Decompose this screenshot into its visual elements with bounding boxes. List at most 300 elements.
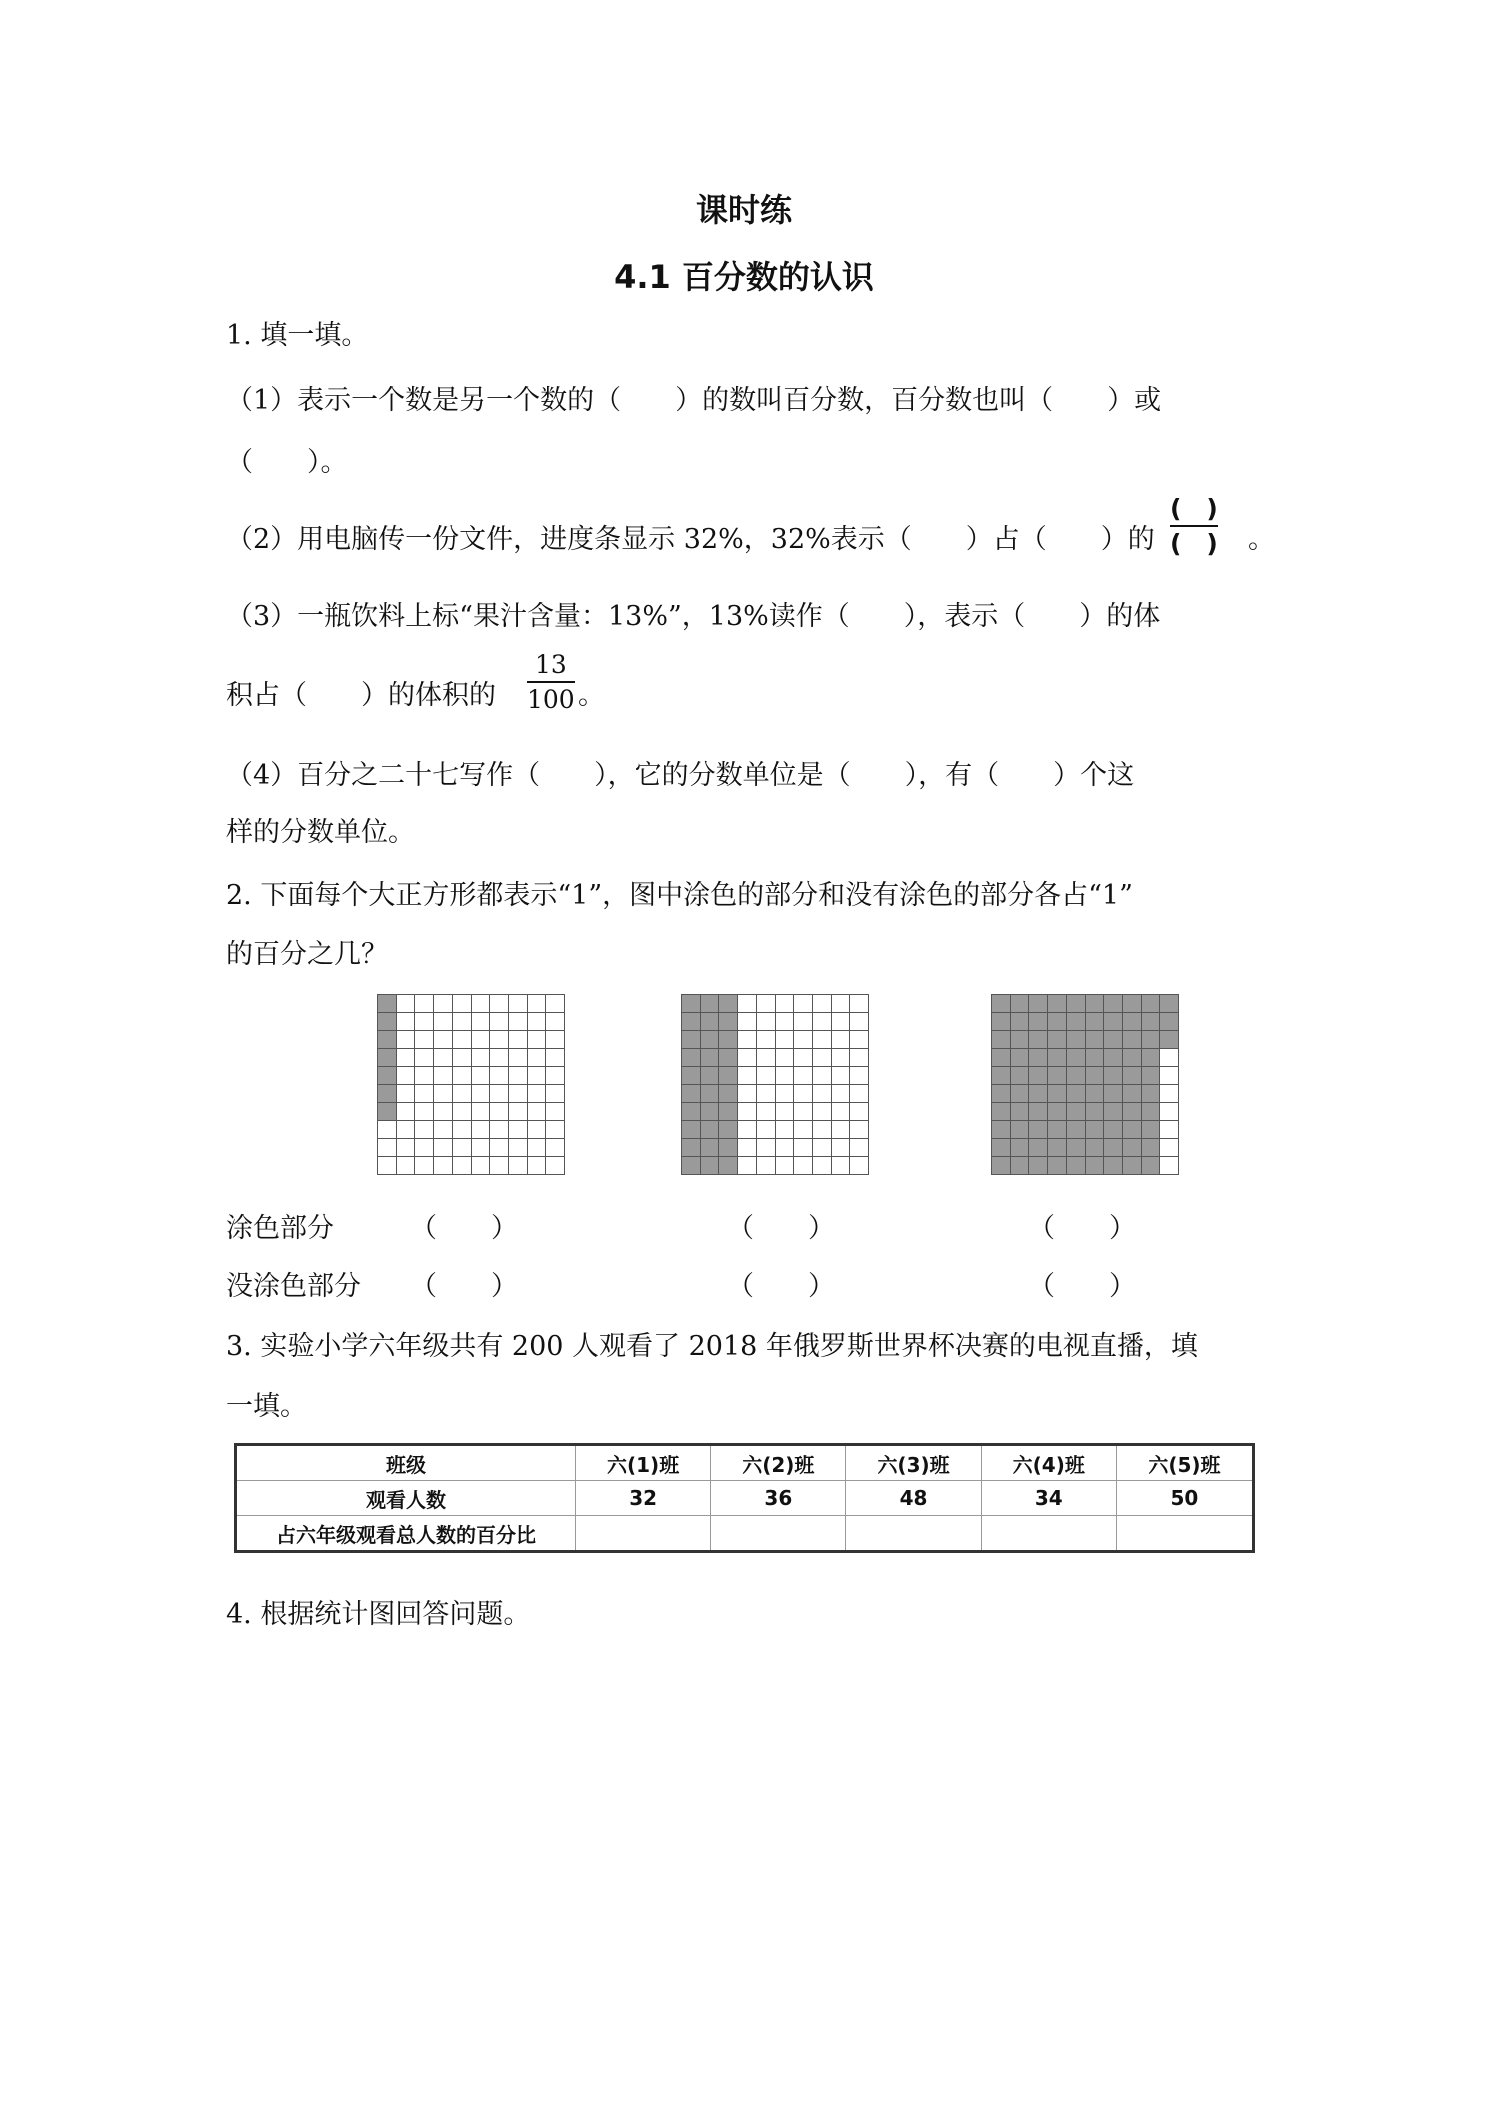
grid-cell [813, 1085, 832, 1103]
shaded-blank-2: （ ） [727, 1213, 835, 1244]
grid-cell [490, 1121, 509, 1139]
grid-cell-shaded [1048, 1013, 1067, 1031]
unshaded-blank-1: （ ） [410, 1271, 518, 1302]
grid-cell [776, 1157, 795, 1175]
grid-cell-shaded [719, 1031, 738, 1049]
grid-cell [453, 1139, 472, 1157]
grid-cell [813, 1049, 832, 1067]
grid-cell [850, 1157, 869, 1175]
grid-cell-shaded [992, 1157, 1011, 1175]
row-header: 占六年级观看总人数的百分比 [236, 1516, 576, 1552]
grid-cell-shaded [1011, 1103, 1030, 1121]
grid-cell-shaded [1029, 1085, 1048, 1103]
grid-cell [813, 1031, 832, 1049]
q1-part3-fraction [527, 652, 575, 712]
grid-cell [472, 1085, 491, 1103]
grid-cell-shaded [682, 1157, 701, 1175]
q1-part3-end: 。 [578, 680, 605, 711]
grid-cell-shaded [1029, 1049, 1048, 1067]
grid-cell [832, 1013, 851, 1031]
percent-answer-cell[interactable] [846, 1516, 981, 1552]
q3-line1: 3. 实验小学六年级共有 200 人观看了 2018 年俄罗斯世界杯决赛的电视直播，填 [226, 1331, 1198, 1362]
grid-cell-shaded [1086, 1031, 1105, 1049]
grid-cell [472, 1013, 491, 1031]
grid-cell-shaded [378, 1067, 397, 1085]
fraction-denominator: ( ) [1170, 529, 1218, 558]
grid-cell [397, 1157, 416, 1175]
grid-cell [738, 1121, 757, 1139]
grid-cell-shaded [1067, 1085, 1086, 1103]
q1-part4-line1: （4）百分之二十七写作（ ），它的分数单位是（ ），有（ ）个这 [226, 760, 1135, 791]
shaded-blank-1: （ ） [410, 1213, 518, 1244]
fraction-numerator: ( ) [1170, 494, 1218, 523]
q1-part2-fraction [1170, 496, 1218, 556]
grid-cell-shaded [1104, 1085, 1123, 1103]
grid-cell-shaded [682, 1121, 701, 1139]
count-cell: 34 [981, 1481, 1116, 1516]
grid-cell-shaded [378, 995, 397, 1013]
grid-cell-shaded [1029, 1157, 1048, 1175]
grid-cell [794, 1103, 813, 1121]
grid-cell-shaded [701, 1103, 720, 1121]
grid-cell-shaded [1123, 1067, 1142, 1085]
grid-cell-shaded [1048, 1157, 1067, 1175]
grid-cell [453, 1121, 472, 1139]
grid-cell [397, 1067, 416, 1085]
grid-cell-shaded [1048, 995, 1067, 1013]
grid-cell [528, 1031, 547, 1049]
grid-cell-shaded [719, 1085, 738, 1103]
table-row [236, 1516, 1254, 1552]
grid-cell-shaded [1029, 995, 1048, 1013]
grid-cell-shaded [682, 1085, 701, 1103]
unshaded-label: 没涂色部分 [226, 1271, 361, 1302]
shaded-blank-3: （ ） [1028, 1213, 1136, 1244]
grid-cell [813, 1139, 832, 1157]
grid-cell-shaded [992, 1067, 1011, 1085]
grid-cell [850, 1085, 869, 1103]
grid-cell [738, 995, 757, 1013]
grid-cell [397, 1121, 416, 1139]
grid-cell [813, 1103, 832, 1121]
grid-cell-shaded [1086, 1157, 1105, 1175]
grid-cell-shaded [1067, 1067, 1086, 1085]
grid-cell-shaded [1123, 1049, 1142, 1067]
grid-cell-shaded [1086, 1013, 1105, 1031]
grid-cell-shaded [992, 995, 1011, 1013]
grid-cell [490, 1067, 509, 1085]
grid-cell [832, 1139, 851, 1157]
grid-cell-shaded [1123, 1085, 1142, 1103]
q1-part2-text: （2）用电脑传一份文件，进度条显示 32%，32%表示（ ）占（ ）的 [226, 524, 1155, 555]
grid-cell-shaded [1048, 1085, 1067, 1103]
grid-cell-shaded [1086, 1121, 1105, 1139]
grid-cell [528, 995, 547, 1013]
grid-cell [738, 1013, 757, 1031]
grid-cell [509, 1157, 528, 1175]
grid-cell [757, 1157, 776, 1175]
grid-cell [397, 1013, 416, 1031]
class-header: 六(3)班 [846, 1445, 981, 1481]
shaded-label: 涂色部分 [226, 1213, 334, 1244]
grid-cell [490, 995, 509, 1013]
grid-cell-shaded [1123, 1103, 1142, 1121]
grid-cell-shaded [378, 1085, 397, 1103]
grid-cell-shaded [992, 1013, 1011, 1031]
percent-answer-cell[interactable] [711, 1516, 846, 1552]
q4-heading: 4. 根据统计图回答问题。 [226, 1599, 531, 1630]
grid-cell-shaded [719, 1103, 738, 1121]
grid-cell-shaded [1011, 1121, 1030, 1139]
q1-part3-line1: （3）一瓶饮料上标“果汁含量：13%”，13%读作（ ），表示（ ）的体 [226, 601, 1161, 632]
grid-cell-shaded [1104, 1121, 1123, 1139]
grid-cell-shaded [992, 1085, 1011, 1103]
grid-cell-shaded [1142, 1049, 1161, 1067]
grid-cell-shaded [1104, 995, 1123, 1013]
grid-cell-shaded [1086, 995, 1105, 1013]
grid-cell-shaded [1086, 1139, 1105, 1157]
grid-cell [813, 995, 832, 1013]
grid-cell [397, 1049, 416, 1067]
grid-cell [415, 1103, 434, 1121]
grid-cell-shaded [1029, 1121, 1048, 1139]
grid-cell-shaded [701, 1049, 720, 1067]
grid-cell [415, 1031, 434, 1049]
hundred-grid-3 [991, 994, 1179, 1175]
grid-cell-shaded [1011, 1067, 1030, 1085]
fraction-numerator: 13 [534, 650, 567, 679]
grid-cell-shaded [1123, 1013, 1142, 1031]
grid-cell-shaded [1104, 1031, 1123, 1049]
grid-cell-shaded [1123, 1139, 1142, 1157]
grid-cell [490, 1139, 509, 1157]
table-row [236, 1445, 1254, 1481]
grid-cell [397, 1085, 416, 1103]
grid-cell-shaded [1142, 1013, 1161, 1031]
hundred-grid-1 [377, 994, 565, 1175]
grid-cell [434, 1103, 453, 1121]
grid-cell-shaded [1048, 1103, 1067, 1121]
grid-cell-shaded [1029, 1139, 1048, 1157]
grid-cell-shaded [1048, 1031, 1067, 1049]
grid-cell [490, 1157, 509, 1175]
grid-cell [850, 1049, 869, 1067]
grid-cell [434, 1067, 453, 1085]
grid-cell-shaded [1011, 1157, 1030, 1175]
count-cell: 48 [846, 1481, 981, 1516]
table-row [236, 1481, 1254, 1516]
grid-cell [757, 995, 776, 1013]
grid-cell [472, 1031, 491, 1049]
grid-cell [509, 1049, 528, 1067]
grid-cell [738, 1157, 757, 1175]
grid-cell [509, 995, 528, 1013]
unshaded-blank-3: （ ） [1028, 1271, 1136, 1302]
grid-cell [1160, 1103, 1179, 1121]
grid-cell-shaded [992, 1031, 1011, 1049]
grid-cell [850, 1031, 869, 1049]
grid-cell-shaded [1067, 1121, 1086, 1139]
grid-cell [776, 1031, 795, 1049]
grid-cell [794, 1049, 813, 1067]
q1-part4-line2: 样的分数单位。 [226, 817, 415, 848]
grid-cell-shaded [1067, 1031, 1086, 1049]
grid-cell [546, 1139, 565, 1157]
grid-cell [794, 1067, 813, 1085]
grid-cell [434, 1085, 453, 1103]
q1-part2-end: 。 [1248, 524, 1275, 555]
grid-cell-shaded [1029, 1103, 1048, 1121]
grid-cell-shaded [682, 1031, 701, 1049]
grid-cell [794, 995, 813, 1013]
grid-cell-shaded [1104, 1139, 1123, 1157]
grid-cell [738, 1085, 757, 1103]
percent-answer-cell[interactable] [1116, 1516, 1253, 1552]
grid-cell-shaded [1048, 1067, 1067, 1085]
fraction-denominator: 100 [527, 685, 575, 714]
grid-cell [546, 1067, 565, 1085]
grid-cell-shaded [1067, 1139, 1086, 1157]
grid-cell-shaded [1104, 1013, 1123, 1031]
grid-cell-shaded [682, 995, 701, 1013]
grid-cell [434, 1013, 453, 1031]
grid-cell [850, 1121, 869, 1139]
grid-cell-shaded [992, 1103, 1011, 1121]
grid-cell [1160, 1067, 1179, 1085]
grid-cell [509, 1139, 528, 1157]
grid-cell-shaded [1011, 1031, 1030, 1049]
grid-cell-shaded [1048, 1049, 1067, 1067]
grid-cell [1160, 1085, 1179, 1103]
grid-cell [472, 1157, 491, 1175]
grid-cell [528, 1049, 547, 1067]
grid-cell-shaded [1160, 995, 1179, 1013]
grid-cell-shaded [1067, 1049, 1086, 1067]
grid-cell [546, 1031, 565, 1049]
grid-cell-shaded [1011, 995, 1030, 1013]
viewers-table [234, 1443, 1255, 1553]
grid-cell [472, 1049, 491, 1067]
grid-cell [415, 1121, 434, 1139]
percent-answer-cell[interactable] [576, 1516, 711, 1552]
grid-cell-shaded [1011, 1049, 1030, 1067]
grid-cell [776, 1013, 795, 1031]
grid-cell [472, 1067, 491, 1085]
grid-cell [453, 1085, 472, 1103]
grid-cell [415, 995, 434, 1013]
grid-cell [794, 1157, 813, 1175]
q1-part3-line2: 积占（ ）的体积的 [226, 680, 496, 711]
grid-cell [490, 1085, 509, 1103]
grid-cell [832, 1049, 851, 1067]
row-header: 班级 [236, 1445, 576, 1481]
grid-cell [813, 1067, 832, 1085]
grid-cell [832, 995, 851, 1013]
percent-answer-cell[interactable] [981, 1516, 1116, 1552]
q3-line2: 一填。 [226, 1391, 307, 1422]
q2-line2: 的百分之几？ [226, 939, 388, 970]
grid-cell-shaded [701, 1121, 720, 1139]
grid-cell-shaded [1011, 1013, 1030, 1031]
grid-cell [757, 1013, 776, 1031]
grid-cell [397, 1139, 416, 1157]
grid-cell [415, 1067, 434, 1085]
grid-cell [757, 1067, 776, 1085]
grid-cell [832, 1157, 851, 1175]
grid-cell [378, 1139, 397, 1157]
grid-cell [434, 1157, 453, 1175]
grid-cell-shaded [1142, 1157, 1161, 1175]
grid-cell [850, 1139, 869, 1157]
grid-cell [546, 1085, 565, 1103]
grid-cell [546, 1013, 565, 1031]
grid-cell-shaded [719, 995, 738, 1013]
grid-cell-shaded [1048, 1139, 1067, 1157]
grid-cell-shaded [719, 1121, 738, 1139]
grid-cell-shaded [1067, 1157, 1086, 1175]
grid-cell [397, 995, 416, 1013]
unshaded-blank-2: （ ） [727, 1271, 835, 1302]
grid-cell [434, 995, 453, 1013]
grid-cell-shaded [719, 1139, 738, 1157]
grid-cell [397, 1031, 416, 1049]
grid-cell [738, 1103, 757, 1121]
grid-cell [757, 1121, 776, 1139]
grid-cell-shaded [1029, 1067, 1048, 1085]
grid-cell [472, 1121, 491, 1139]
grid-cell [415, 1013, 434, 1031]
grid-cell-shaded [1142, 1085, 1161, 1103]
row-header: 观看人数 [236, 1481, 576, 1516]
grid-cell [832, 1085, 851, 1103]
grid-cell [415, 1049, 434, 1067]
grid-cell [472, 995, 491, 1013]
grid-cell [378, 1157, 397, 1175]
grid-cell [850, 1013, 869, 1031]
grid-cell [757, 1139, 776, 1157]
hundred-grid-2 [681, 994, 869, 1175]
grid-cell-shaded [1011, 1085, 1030, 1103]
grid-cell-shaded [719, 1157, 738, 1175]
grid-cell [776, 1085, 795, 1103]
grid-cell-shaded [701, 1157, 720, 1175]
grid-cell [453, 1013, 472, 1031]
grid-cell [794, 1139, 813, 1157]
grid-cell-shaded [992, 1121, 1011, 1139]
grid-cell-shaded [378, 1049, 397, 1067]
grid-cell-shaded [1142, 1139, 1161, 1157]
grid-cell [490, 1013, 509, 1031]
grid-cell [453, 1049, 472, 1067]
grid-cell [434, 1031, 453, 1049]
grid-cell-shaded [1142, 1121, 1161, 1139]
class-header: 六(5)班 [1116, 1445, 1253, 1481]
grid-cell [472, 1103, 491, 1121]
grid-cell [738, 1067, 757, 1085]
grid-cell-shaded [682, 1103, 701, 1121]
q1-heading: 1. 填一填。 [226, 320, 369, 351]
grid-cell [490, 1031, 509, 1049]
grid-cell [415, 1085, 434, 1103]
grid-cell [850, 995, 869, 1013]
grid-cell [776, 1049, 795, 1067]
grid-cell [776, 1103, 795, 1121]
class-header: 六(4)班 [981, 1445, 1116, 1481]
grid-cell [546, 995, 565, 1013]
grid-cell [509, 1067, 528, 1085]
grid-cell-shaded [1086, 1067, 1105, 1085]
grid-cell-shaded [1142, 1067, 1161, 1085]
grid-cell [546, 1157, 565, 1175]
grid-cell [546, 1049, 565, 1067]
grid-cell [757, 1085, 776, 1103]
grid-cell-shaded [378, 1103, 397, 1121]
grid-cell-shaded [701, 1085, 720, 1103]
grid-cell-shaded [1160, 1031, 1179, 1049]
grid-cell [528, 1121, 547, 1139]
grid-cell-shaded [992, 1139, 1011, 1157]
grid-cell-shaded [1104, 1067, 1123, 1085]
grid-cell [528, 1067, 547, 1085]
grid-cell [776, 1067, 795, 1085]
grid-cell [832, 1067, 851, 1085]
grid-cell [546, 1121, 565, 1139]
grid-cell [813, 1013, 832, 1031]
grid-cell [509, 1013, 528, 1031]
grid-cell [794, 1085, 813, 1103]
grid-cell-shaded [992, 1049, 1011, 1067]
grid-cell-shaded [1123, 1121, 1142, 1139]
grid-cell [757, 1031, 776, 1049]
grid-cell [832, 1103, 851, 1121]
grid-cell [738, 1139, 757, 1157]
grid-cell-shaded [1142, 1103, 1161, 1121]
grid-cell [509, 1031, 528, 1049]
grid-cell-shaded [378, 1013, 397, 1031]
grid-cell-shaded [682, 1049, 701, 1067]
grid-cell-shaded [1086, 1103, 1105, 1121]
grid-cell [813, 1121, 832, 1139]
page-title: 课时练 [695, 191, 792, 229]
grid-cell-shaded [1067, 1103, 1086, 1121]
grid-cell-shaded [1123, 1157, 1142, 1175]
grid-cell-shaded [701, 995, 720, 1013]
lesson-title: 4.1 百分数的认识 [614, 258, 874, 296]
grid-cell [453, 1103, 472, 1121]
grid-cell [776, 995, 795, 1013]
grid-cell-shaded [701, 1139, 720, 1157]
grid-cell [1160, 1157, 1179, 1175]
grid-cell [434, 1049, 453, 1067]
grid-cell [1160, 1049, 1179, 1067]
grid-cell [832, 1031, 851, 1049]
grid-cell [738, 1049, 757, 1067]
grid-cell-shaded [1067, 995, 1086, 1013]
grid-cell [453, 995, 472, 1013]
grid-cell [509, 1103, 528, 1121]
grid-cell-shaded [1104, 1103, 1123, 1121]
grid-cell-shaded [1067, 1013, 1086, 1031]
grid-cell [434, 1121, 453, 1139]
grid-cell [776, 1121, 795, 1139]
grid-cell [1160, 1139, 1179, 1157]
grid-cell [415, 1157, 434, 1175]
grid-cell [528, 1013, 547, 1031]
class-header: 六(2)班 [711, 1445, 846, 1481]
grid-cell [490, 1049, 509, 1067]
grid-cell-shaded [701, 1031, 720, 1049]
grid-cell [1160, 1121, 1179, 1139]
